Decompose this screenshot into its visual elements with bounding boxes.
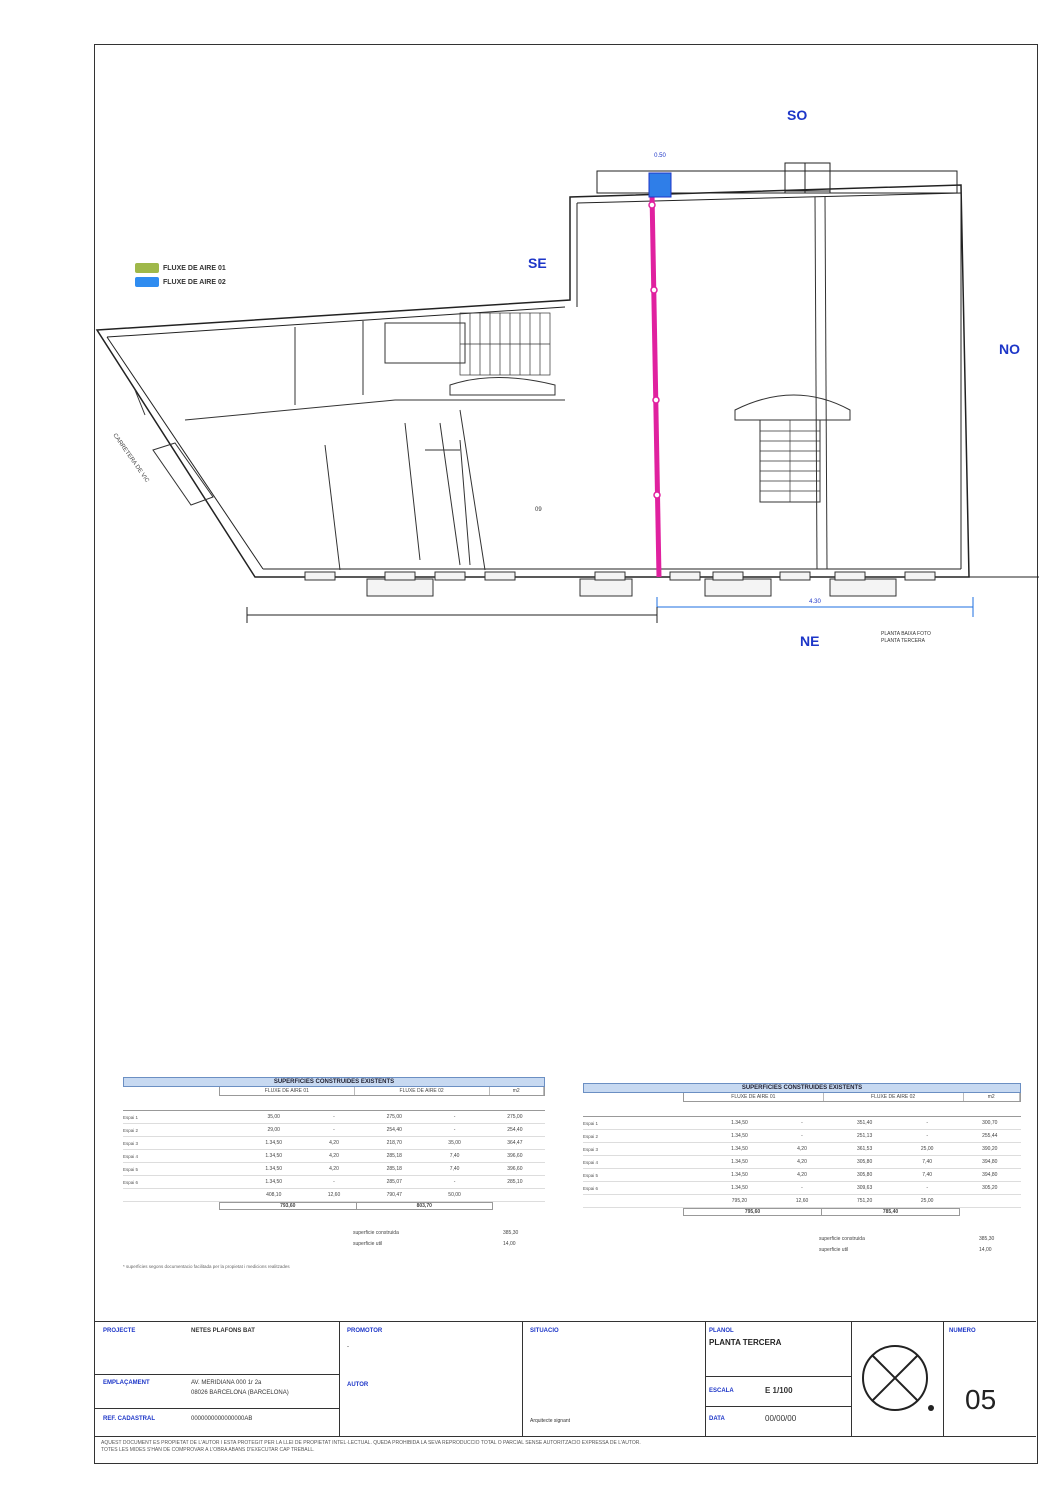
tb-project-cell [95,1322,340,1437]
table-row: Espai 4 1.34,50 4,20 305,80 7,40 394,80 [583,1156,1021,1169]
area-table-left [123,1077,545,1269]
note-row: superficie construida 385,30 [819,1236,995,1242]
legend-item-1 [135,261,226,275]
scale-value: E 1/100 [765,1386,793,1395]
sheet-number: 05 [965,1384,997,1415]
area-table-right-title: SUPERFICIES CONSTRUIDES EXISTENTS [583,1083,1021,1093]
location-label: EMPLAÇAMENT [103,1380,150,1386]
north-compass-icon [851,1322,943,1437]
orientation-no: NO [999,341,1020,357]
total-2: 803,70 [416,1203,432,1209]
subhead-col-3: m2 [964,1093,1021,1101]
note-row: superficie util 14,00 [819,1247,992,1253]
legend-swatch-blue [135,277,159,287]
orientation-ne: NE [800,633,820,649]
scale-label: ESCALA [709,1388,734,1394]
subhead-col-2: FLUXE DE AIRE 02 [824,1093,964,1101]
tb-divider [705,1376,851,1377]
area-table-left-rows [123,1110,545,1202]
legend-item-2 [135,275,226,289]
date-value: 00/00/00 [765,1414,797,1423]
outer-walls [97,185,969,577]
subhead-col-1: FLUXE DE AIRE 01 [220,1087,355,1095]
promoter-value: - [347,1344,349,1350]
table-row: Espai 4 1.34,50 4,20 285,18 7,40 396,60 [123,1150,545,1163]
area-table-right-subhead [683,1093,1021,1102]
room-label: 09 [535,507,542,513]
total-1: 793,60 [220,1203,357,1209]
location-value-1: AV. MERIDIANA 000 1r 2a [191,1380,262,1386]
table-row: Espai 1 35,00 - 275,00 - 275,00 [123,1111,545,1124]
orientation-so: SO [787,107,808,123]
area-table-left-totals [219,1202,493,1210]
situation-label: SITUACIO [530,1328,559,1334]
promoter-label: PROMOTOR [347,1328,383,1334]
table-row: Espai 5 1.34,50 4,20 285,18 7,40 396,60 [123,1163,545,1176]
signature-line: Arquitecte signant [530,1418,571,1424]
legend-label-2: FLUXE DE AIRE 02 [163,278,226,286]
area-table-right-rows [583,1116,1021,1208]
footnote: * superficies segons documentacio facilitada per la propietat i medicions realitzades [123,1264,290,1269]
title-block [95,1321,1036,1437]
table-row: 408,10 12,60 790,47 50,00 [123,1189,545,1202]
table-row: Espai 6 1.34,50 - 285,07 - 285,10 [123,1176,545,1189]
tb-sheet-cell [943,1322,1036,1437]
tb-divider [95,1374,339,1375]
ne-notes [881,631,931,645]
dimension-left [247,607,657,623]
project-value: NETES PLAFONS BAT [191,1328,255,1334]
area-table-left-subhead [219,1087,545,1096]
legal-footer [95,1436,1036,1464]
footer-line-2: TOTES LES MIDES S'HAN DE COMPROVAR A L'OBRA ABANS D'EXECUTAR CAP TREBALL. [101,1447,315,1453]
project-label: PROJECTE [103,1328,136,1334]
table-row: Espai 2 1.34,50 - 251,13 - 255,44 [583,1130,1021,1143]
drawing-sheet [94,44,1038,1464]
table-row: 795,20 12,60 751,20 25,00 [583,1195,1021,1208]
tb-promoter-cell [339,1322,523,1437]
area-table-left-title: SUPERFICIES CONSTRUIDES EXISTENTS [123,1077,545,1087]
ne-note-2: PLANTA TERCERA [881,638,925,644]
ne-note-1: PLANTA BAIXA FOTO [881,631,931,637]
dim-top: 0.50 [654,153,666,159]
floor-plan [95,45,1039,665]
cadastre-value: 0000000000000000AB [191,1416,253,1422]
air-flow-line [652,193,659,577]
dim-right-label: 4.30 [809,599,821,605]
tb-situation-cell [522,1322,706,1437]
area-table-right-notes [819,1234,1021,1256]
total-1: 795,60 [684,1209,822,1215]
bottom-balconies [305,572,935,596]
area-table-right-totals [683,1208,960,1216]
tb-north-cell [851,1322,944,1437]
note-row: superficie util 14,00 [353,1241,516,1247]
legend-label-1: FLUXE DE AIRE 01 [163,264,226,272]
location-value-2: 08026 BARCELONA (BARCELONA) [191,1390,289,1396]
total-2: 785,40 [882,1209,899,1215]
subhead-col-1: FLUXE DE AIRE 01 [684,1093,824,1101]
subhead-col-3: m2 [490,1087,545,1095]
table-row: Espai 5 1.34,50 4,20 305,80 7,40 394,80 [583,1169,1021,1182]
street-label: CARRETERA DE VIC [111,432,150,484]
date-label: DATA [709,1416,725,1422]
tb-plane-cell [705,1322,852,1437]
plane-label: PLANOL [709,1328,734,1334]
area-table-right [583,1083,1021,1256]
air-intake-box [649,173,671,197]
stairs [460,313,820,502]
plane-value: PLANTA TERCERA [709,1338,782,1347]
table-row: Espai 2 29,00 - 254,40 - 254,40 [123,1124,545,1137]
table-row: Espai 3 1.34,50 4,20 361,53 25,00 390,20 [583,1143,1021,1156]
note-row: superficie construida 385,30 [353,1230,519,1236]
legend [135,261,226,289]
cadastre-label: REF. CADASTRAL [103,1416,155,1422]
orientation-se: SE [528,255,547,271]
legend-swatch-green [135,263,159,273]
area-table-left-notes [353,1228,545,1250]
table-row: Espai 3 1.34,50 4,20 218,70 35,00 364,47 [123,1137,545,1150]
subhead-col-2: FLUXE DE AIRE 02 [355,1087,490,1095]
tb-divider [705,1406,851,1407]
table-row: Espai 1 1.34,50 - 351,40 - 300,70 [583,1117,1021,1130]
footer-line-1: AQUEST DOCUMENT ES PROPIETAT DE L'AUTOR I ESTA PROTEGIT PER LA LLEI DE PROPIETAT INTEL·LECTUAL. QUEDA PROHIBIDA LA SEVA REPRODUCCIO TOTAL O PARCIAL SENSE AUTORITZACIO EXPRESSA DE L'AUTOR. [101,1440,641,1446]
interior-walls [185,197,850,570]
sheet-label: NUMERO [949,1328,976,1334]
table-row: Espai 6 1.34,50 - 309,63 - 305,20 [583,1182,1021,1195]
author-label: AUTOR [347,1382,369,1388]
tb-divider [95,1408,339,1409]
